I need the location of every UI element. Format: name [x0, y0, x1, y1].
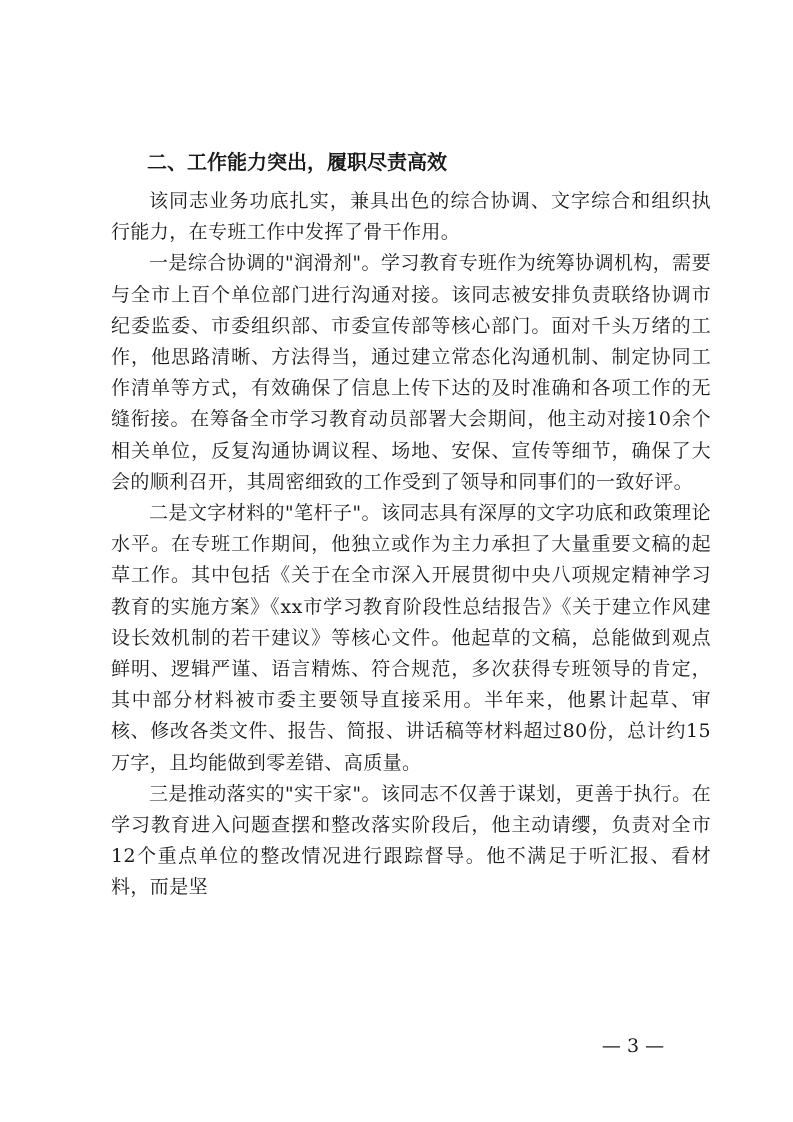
- paragraph-writing: 二是文字材料的"笔杆子"。该同志具有深厚的文字功底和政策理论水平。在专班工作期间，他独立或作为主力承担了大量重要文稿的起草工作。其中包括《关于在全市深入开展贯彻中央八项规定精神学习教育的实施方案》《xx市学习教育阶段性总结报告》《关于建立作风建设长效机制的若干建议》等核心文件。他起草的文稿，总能做到观点鲜明、逻辑严谨、语言精炼、符合规范，多次获得专班领导的肯定，其中部分材料被市委主要领导直接采用。半年来，他累计起草、审核、修改各类文件、报告、简报、讲话稿等材料超过80份，总计约15万字，且均能做到零差错、高质量。: [111, 502, 711, 774]
- section-heading: 二、工作能力突出，履职尽责高效: [147, 150, 447, 174]
- paragraph-implementation: 三是推动落实的"实干家"。该同志不仅善于谋划，更善于执行。在学习教育进入问题查摆和整改落实阶段后，他主动请缨，负责对全市12个重点单位的整改情况进行跟踪督导。他不满足于听汇报、看材料，而是坚: [111, 782, 711, 899]
- page-number: — 3 —: [601, 1035, 665, 1057]
- paragraph-coordination: 一是综合协调的"润滑剂"。学习教育专班作为统筹协调机构，需要与全市上百个单位部门进行沟通对接。该同志被安排负责联络协调市纪委监委、市委组织部、市委宣传部等核心部门。面对千头万绪的工作，他思路清晰、方法得当，通过建立常态化沟通机制、制定协同工作清单等方式，有效确保了信息上传下达的及时准确和各项工作的无缝衔接。在筹备全市学习教育动员部署大会期间，他主动对接10余个相关单位，反复沟通协调议程、场地、安保、宣传等细节，确保了大会的顺利召开，其周密细致的工作受到了领导和同事们的一致好评。: [111, 252, 711, 493]
- paragraph-intro: 该同志业务功底扎实，兼具出色的综合协调、文字综合和组织执行能力，在专班工作中发挥了骨干作用。: [111, 190, 711, 244]
- page-body: [111, 145, 711, 904]
